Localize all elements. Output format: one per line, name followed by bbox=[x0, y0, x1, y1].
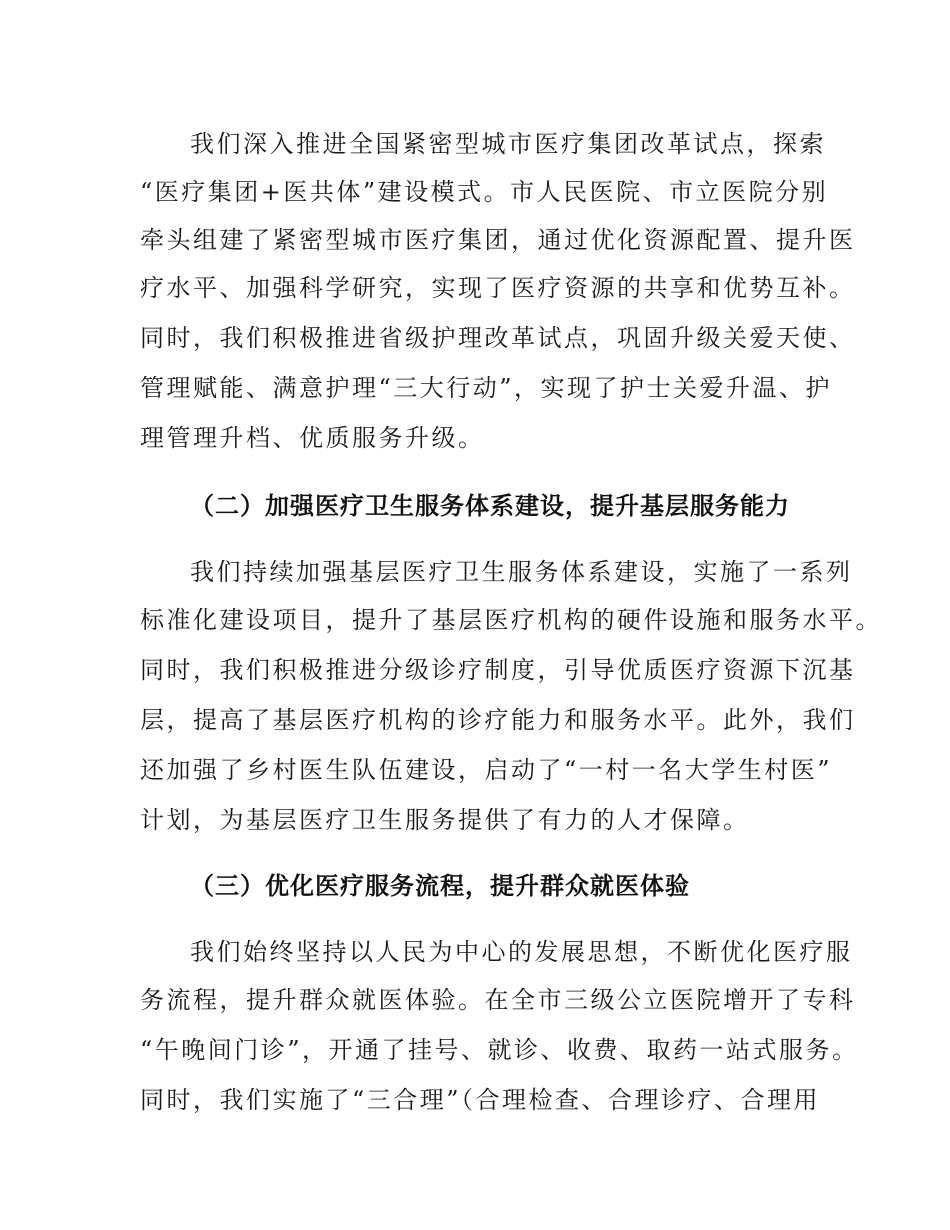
section-heading-3: （三）优化医疗服务流程，提升群众就医体验 bbox=[190, 872, 690, 900]
text-line: 还加强了乡村医生队伍建设，启动了“一村一名大学生村医” bbox=[140, 756, 833, 784]
text-line: 牵头组建了紧密型城市医疗集团，通过优化资源配置、提升医 bbox=[140, 226, 856, 254]
text-line: 同时，我们积极推进省级护理改革试点，巩固升级关爱天使、 bbox=[140, 324, 856, 352]
text-line: 我们深入推进全国紧密型城市医疗集团改革试点，探索 bbox=[190, 130, 826, 158]
text-line: 疗水平、加强科学研究，实现了医疗资源的共享和优势互补。 bbox=[140, 274, 856, 302]
text-line: 同时，我们实施了“三合理”（合理检查、合理诊疗、合理用 bbox=[140, 1086, 821, 1114]
text-line: 同时，我们积极推进分级诊疗制度，引导优质医疗资源下沉基 bbox=[140, 656, 856, 684]
text-line: 务流程，提升群众就医体验。在全市三级公立医院增开了专科 bbox=[140, 986, 856, 1014]
text-line: “医疗集团+医共体”建设模式。市人民医院、市立医院分别 bbox=[140, 178, 829, 206]
text-line: 我们持续加强基层医疗卫生服务体系建设，实施了一系列 bbox=[190, 558, 853, 586]
text-line: 我们始终坚持以人民为中心的发展思想，不断优化医疗服 bbox=[190, 938, 853, 966]
text-line: 层，提高了基层医疗机构的诊疗能力和服务水平。此外，我们 bbox=[140, 706, 856, 734]
text-line: 理管理升档、优质服务升级。 bbox=[140, 424, 485, 452]
section-heading-2: （二）加强医疗卫生服务体系建设，提升基层服务能力 bbox=[190, 492, 790, 520]
text-line: “午晚间门诊”，开通了挂号、就诊、收费、取药一站式服务。 bbox=[140, 1036, 859, 1064]
text-line: 标准化建设项目，提升了基层医疗机构的硬件设施和服务水平。 bbox=[140, 606, 882, 634]
text-line: 计划，为基层医疗卫生服务提供了有力的人才保障。 bbox=[140, 806, 750, 834]
text-line: 管理赋能、满意护理“三大行动”，实现了护士关爱升温、护 bbox=[140, 374, 833, 402]
